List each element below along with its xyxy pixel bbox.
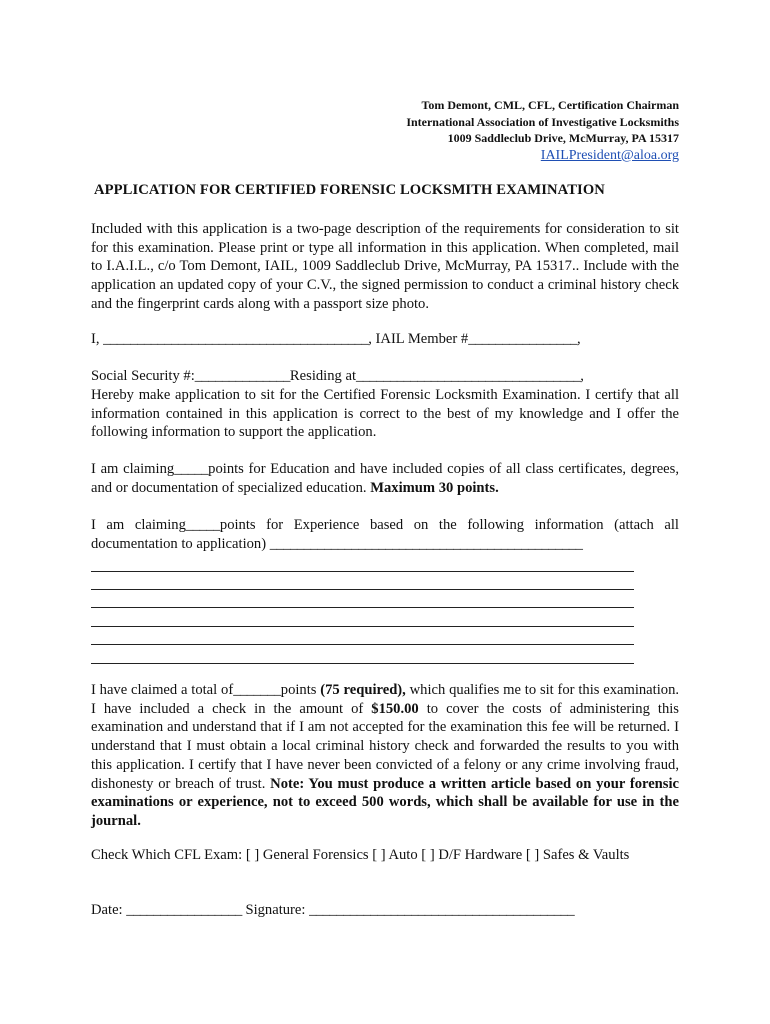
member-line: [91, 331, 581, 348]
education-maximum: Maximum 30 points.: [370, 479, 499, 496]
ssn-field[interactable]: ______________: [194, 368, 290, 384]
member-number-label: , IAIL Member #: [368, 331, 469, 347]
experience-line-1[interactable]: [91, 571, 634, 572]
education-paragraph: [91, 460, 679, 497]
experience-text-a: I am claiming: [91, 517, 186, 533]
ssn-suffix: ,: [580, 368, 584, 384]
claimed-text-b: points: [280, 682, 317, 698]
claimed-text-c: which qualifies me to sit for this examination. I have included a check in the amount of: [91, 682, 680, 717]
total-points-field[interactable]: _______: [233, 682, 281, 698]
letterhead: [406, 97, 679, 164]
member-prefix: I,: [91, 331, 100, 347]
email-link[interactable]: IAILPresident@aloa.org: [540, 147, 679, 163]
exam-checkbox-line[interactable]: Check Which CFL Exam: [ ] General Forensics [ ] Auto [ ] D/F Hardware [ ] Safes & Vaults: [91, 847, 630, 863]
claimed-paragraph: [91, 681, 679, 831]
signature-field[interactable]: _______________________________________: [309, 902, 575, 918]
required-points: (75 required),: [320, 682, 406, 698]
education-points-field[interactable]: _____: [174, 461, 209, 477]
page-title: APPLICATION FOR CERTIFIED FORENSIC LOCKSMITH EXAMINATION: [94, 182, 605, 198]
organization-line: International Association of Investigative Locksmiths: [406, 114, 679, 129]
experience-points-field[interactable]: _____: [185, 517, 220, 533]
hereby-paragraph: Hereby make application to sit for the Certified Forensic Locksmith Examination. I certify that all information contained in this application is correct to the best of my knowledge and I offer the following information to support the application.: [91, 387, 679, 441]
experience-documentation-field[interactable]: ______________________________________________: [269, 535, 583, 552]
fee-amount: $150.00: [371, 700, 419, 717]
experience-line-5[interactable]: [91, 644, 634, 645]
claimed-text-d: to cover the costs of administering this examination and understand that if I am not accepted for the examination this fee will be returned. I understand that I must obtain a local criminal history check and forwarded the results to you with this application. I certify that I have never been convicted of a felony or any crime involving fraud, dishonesty or breach of trust.: [91, 700, 679, 792]
residence-field[interactable]: _________________________________: [356, 368, 581, 384]
address-line: 1009 Saddleclub Drive, McMurray, PA 15317: [447, 131, 679, 145]
education-text-a: I am claiming: [91, 461, 175, 477]
intro-paragraph: Included with this application is a two-page description of the requirements for consideration to sit for this examination. Please print or type all information in this application. When completed, mail to I.A.I.L., c/o Tom Demont, IAIL, 1009 Saddleclub Drive, McMurray, PA 15317.. Include with the application an updated copy of your C.V., the signed permission to conduct a criminal history check and the fingerprint cards along with a passport size photo.: [91, 221, 679, 312]
member-number-field[interactable]: ________________: [468, 331, 577, 347]
experience-line-4[interactable]: [91, 626, 634, 627]
experience-text-b: points for Experience based on the following information (attach all documentation to application): [91, 517, 679, 552]
ssn-line: [91, 368, 584, 385]
experience-line-3[interactable]: [91, 607, 634, 608]
article-note: Note: You must produce a written article based on your forensic examinations or experience, not to exceed 500 words, which shall be available for use in the journal.: [91, 775, 680, 829]
name-field[interactable]: _______________________________________: [103, 331, 369, 347]
signature-line: [91, 902, 574, 919]
experience-line-6[interactable]: [91, 663, 634, 664]
experience-line-2[interactable]: [91, 589, 634, 590]
education-text-b: points for Education and have included copies of all class certificates, degrees, and or documentation of specialized education.: [91, 461, 679, 496]
claimed-text-a: I have claimed a total of: [91, 682, 234, 698]
member-suffix: ,: [576, 331, 581, 347]
residing-label: Residing at: [289, 368, 356, 384]
date-label: Date:: [91, 902, 123, 918]
chairman-line: Tom Demont, CML, CFL, Certification Chairman: [421, 98, 679, 112]
experience-paragraph: [91, 516, 679, 553]
ssn-label: Social Security #:: [91, 368, 195, 384]
date-field[interactable]: _________________: [126, 902, 242, 918]
signature-label: Signature:: [245, 902, 306, 918]
